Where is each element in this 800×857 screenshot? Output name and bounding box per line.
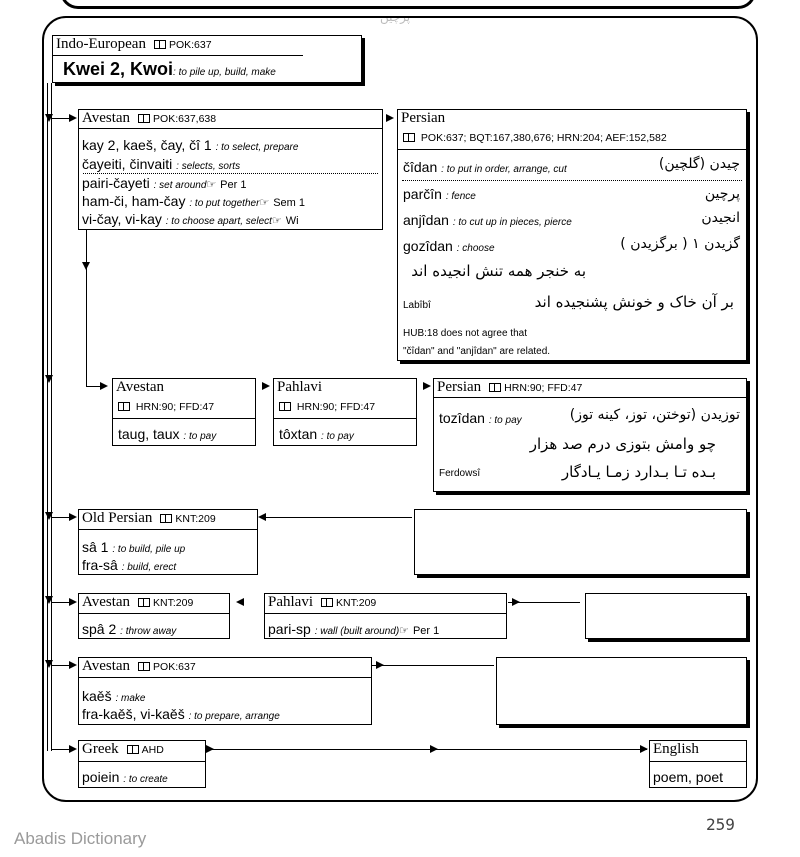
entry-gloss: : to pay <box>488 415 522 426</box>
book-icon <box>489 383 501 392</box>
avestan1-line <box>82 193 305 209</box>
persian2-lang: Persian <box>437 379 482 395</box>
entry-gloss: : build, erect <box>121 562 177 573</box>
entry-gloss: : to put together <box>189 198 260 209</box>
greek-entry <box>82 769 168 785</box>
persian1-row <box>403 238 495 254</box>
book-icon <box>138 662 150 671</box>
entry-word: fra-sâ <box>82 557 118 573</box>
pahlavi2-header <box>268 594 376 611</box>
book-icon <box>154 40 166 49</box>
avestan3-box <box>78 593 230 639</box>
pahlavi1-ref-line <box>279 401 375 413</box>
avestan4-box <box>78 657 372 725</box>
entry-gloss: : choose <box>456 243 495 254</box>
greek-lang: Greek <box>82 741 119 757</box>
entry-gloss: : throw away <box>120 626 177 637</box>
entry-word: kay 2, kaeš, čay, čî 1 <box>82 137 212 153</box>
entry-word: vi-čay, vi-kay <box>82 211 162 227</box>
cross-ref: Sem 1 <box>273 197 305 209</box>
persian1-lang: Persian <box>401 110 446 126</box>
avestan2-ref: HRN:90; FFD:47 <box>135 401 215 413</box>
pahlavi1-ref: HRN:90; FFD:47 <box>296 401 376 413</box>
entry-word: čayeiti, činvaiti <box>82 156 173 172</box>
persian1-note: HUB:18 does not agree that <box>403 328 527 339</box>
oldpersian-line <box>82 539 185 555</box>
faint-header-word: پرچین <box>380 10 411 24</box>
pointing-hand-icon: ☞ <box>206 179 217 191</box>
avestan2-ref-line <box>118 401 214 413</box>
entry-word: pari-sp <box>268 621 311 637</box>
persian1-ref-line <box>403 132 667 144</box>
pahlavi2-ref: KNT:209 <box>336 597 377 609</box>
avestan4-header <box>82 658 196 675</box>
pointing-hand-icon: ☞ <box>259 197 270 209</box>
avestan3-header <box>82 594 193 611</box>
cross-ref: Wi <box>285 215 299 227</box>
entry-word: spâ 2 <box>82 621 117 637</box>
entry-gloss: : to prepare, arrange <box>188 711 280 722</box>
entry-gloss: : to cut up in pieces, pierce <box>452 217 572 228</box>
watermark-text: Abadis Dictionary <box>14 829 147 848</box>
entry-word: gozîdan <box>403 238 453 254</box>
greek-header <box>82 741 164 758</box>
entry-gloss: : to choose apart, select <box>165 216 272 227</box>
avestan3-ref: KNT:209 <box>153 597 194 609</box>
avestan4-line <box>82 688 145 704</box>
empty-box <box>414 509 747 575</box>
book-icon <box>118 402 130 411</box>
persian1-fa: چیدن (گلچین) <box>658 156 740 172</box>
persian2-poet: Ferdowsî <box>439 468 481 479</box>
english-entry: poem, poet <box>653 769 724 785</box>
persian2-ref: HRN:90; FFD:47 <box>504 382 583 394</box>
page-number: 259 <box>706 815 735 834</box>
entry-word: kaěš <box>82 688 112 704</box>
book-icon <box>138 114 150 123</box>
root-entry <box>63 59 276 80</box>
persian1-box <box>397 109 747 361</box>
english-box <box>649 740 747 788</box>
persian1-verse: بر آن خاک و خونش پشنجیده اند <box>534 293 734 311</box>
entry-gloss: : fence <box>445 191 476 202</box>
oldpersian-ref: KNT:209 <box>175 513 216 525</box>
avestan3-lang: Avestan <box>82 594 131 610</box>
entry-word: anjîdan <box>403 212 449 228</box>
persian1-row <box>403 186 476 202</box>
book-icon <box>160 514 172 523</box>
entry-gloss: : to pay <box>183 431 217 442</box>
cross-ref: Per 1 <box>412 625 440 637</box>
entry-word: parčîn <box>403 186 442 202</box>
empty-box <box>585 593 747 639</box>
root-lang: Indo-European <box>56 36 146 52</box>
pahlavi2-box <box>264 593 507 639</box>
entry-word: fra-kaěš, vi-kaěš <box>82 706 185 722</box>
persian2-fa: توزیدن (توختن، توز، کینه توز) <box>569 407 740 423</box>
avestan2-entry <box>118 426 216 442</box>
avestan4-line <box>82 706 280 722</box>
persian1-fa: پرچین <box>704 186 740 202</box>
entry-gloss: : wall (built around) <box>314 626 400 637</box>
persian1-verse: به خنجر همه تنش انجیده اند <box>411 262 586 280</box>
avestan1-lang: Avestan <box>82 110 131 126</box>
entry-word: taug, taux <box>118 426 180 442</box>
oldpersian-header <box>82 510 216 527</box>
oldpersian-lang: Old Persian <box>82 510 153 526</box>
entry-gloss: : to put in order, arrange, cut <box>441 164 567 175</box>
root-ref: POK:637 <box>168 39 212 51</box>
persian1-ref: POK:637; BQT:167,380,676; HRN:204; AEF:152,582 <box>420 132 667 144</box>
avestan2-lang: Avestan <box>116 379 165 395</box>
entry-gloss: : to pay <box>321 431 354 442</box>
book-icon <box>321 598 333 607</box>
avestan1-line <box>82 156 240 172</box>
top-frame-edge <box>60 0 756 9</box>
avestan1-line <box>82 137 298 153</box>
root-gloss: : to pile up, build, make <box>173 67 276 78</box>
pahlavi1-box <box>273 378 417 446</box>
pahlavi2-lang: Pahlavi <box>268 594 313 610</box>
avestan4-lang: Avestan <box>82 658 131 674</box>
persian1-fa: انجیدن <box>701 210 740 226</box>
avestan3-entry <box>82 621 176 637</box>
entry-word: tozîdan <box>439 410 485 426</box>
pointing-hand-icon: ☞ <box>399 625 410 637</box>
persian2-box <box>433 378 747 492</box>
entry-gloss: : to create <box>123 774 168 785</box>
avestan1-line <box>82 175 246 191</box>
book-icon <box>279 402 291 411</box>
entry-word: ham-či, ham-čay <box>82 193 186 209</box>
entry-gloss: : set around <box>153 180 207 191</box>
avestan1-header <box>82 110 216 127</box>
book-icon <box>403 133 415 142</box>
root-headword: Kwei 2, Kwoi <box>63 59 174 79</box>
root-header <box>56 36 212 53</box>
persian1-fa: گزیدن ۱ ( برگزیدن ) <box>620 236 740 252</box>
empty-box <box>496 657 747 725</box>
book-icon <box>127 745 139 754</box>
persian2-verse: بـده تـا بـدارد زمـا یـادگار <box>561 463 716 481</box>
avestan1-box <box>78 109 383 230</box>
persian1-note: "čîdan" and "anjîdan" are related. <box>403 346 551 357</box>
entry-gloss: : selects, sorts <box>176 161 241 172</box>
pahlavi1-lang: Pahlavi <box>277 379 322 395</box>
trunk-line <box>51 83 52 751</box>
entry-gloss: : to build, pile up <box>112 544 186 555</box>
entry-word: sâ 1 <box>82 539 109 555</box>
persian2-header <box>437 379 582 396</box>
persian1-row <box>403 159 567 175</box>
cross-ref: Per 1 <box>220 179 247 191</box>
pahlavi1-entry <box>279 426 354 442</box>
avestan4-ref: POK:637 <box>153 661 196 673</box>
greek-box <box>78 740 206 788</box>
persian1-row <box>403 212 572 228</box>
entry-gloss: : to select, prepare <box>215 142 299 153</box>
english-lang: English <box>653 741 699 757</box>
avestan1-line <box>82 211 299 227</box>
entry-gloss: : make <box>115 693 146 704</box>
persian2-verse: چو وامش بتوزی درم صد هزار <box>529 435 716 453</box>
avestan2-box <box>112 378 256 446</box>
pointing-hand-icon: ☞ <box>271 215 282 227</box>
greek-ref: AHD <box>141 744 164 756</box>
entry-word: čîdan <box>403 159 438 175</box>
avestan1-ref: POK:637,638 <box>153 113 217 125</box>
pahlavi2-entry <box>268 621 439 637</box>
persian1-poet: Labîbî <box>403 300 431 311</box>
oldpersian-line <box>82 557 176 573</box>
entry-word: tôxtan <box>279 426 318 442</box>
persian2-entry <box>439 410 522 426</box>
root-box <box>52 35 362 83</box>
oldpersian-box <box>78 509 258 575</box>
entry-word: poiein <box>82 769 120 785</box>
entry-word: pairi-čayeti <box>82 175 150 191</box>
book-icon <box>138 598 150 607</box>
